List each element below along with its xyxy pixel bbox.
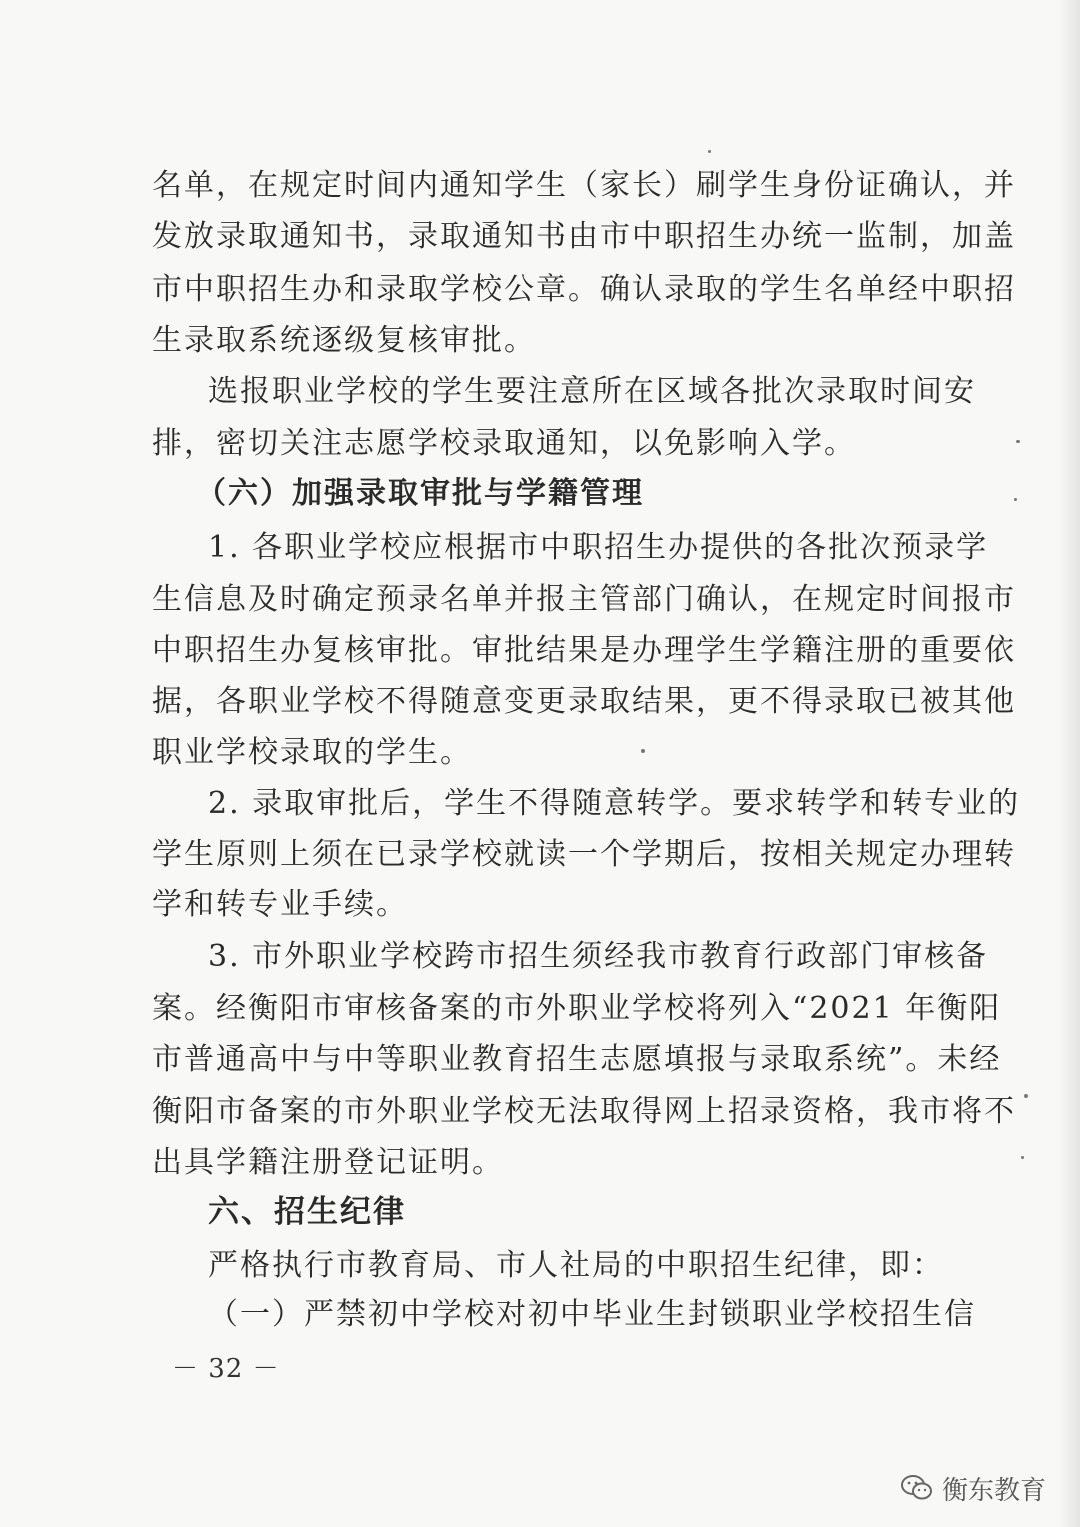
page-edge-shadow — [1058, 0, 1080, 1527]
text-line: 据，各职业学校不得随意变更录取结果，更不得录取已被其他 — [152, 684, 1016, 719]
text-line: 市普通高中与中等职业教育招生志愿填报与录取系统”。未经 — [152, 1042, 1002, 1077]
text-line: 案。经衡阳市审核备案的市外职业学校将列入“2021 年衡阳 — [152, 991, 1002, 1026]
text-line: 职业学校录取的学生。 — [152, 735, 472, 770]
text-line: 衡阳市备案的市外职业学校无法取得网上招录资格，我市将不 — [152, 1094, 1016, 1129]
text-line: 市中职招生办和录取学校公章。确认录取的学生名单经中职招 — [152, 272, 1016, 307]
text-line: 严格执行市教育局、市人社局的中职招生纪律，即： — [208, 1248, 944, 1283]
text-line: 发放录取通知书，录取通知书由市中职招生办统一监制，加盖 — [152, 219, 1016, 254]
watermark — [900, 1468, 1046, 1508]
subsection-heading: （六）加强录取审批与学籍管理 — [196, 476, 644, 511]
scan-speck — [641, 749, 645, 753]
text-line: 中职招生办复核审批。审批结果是办理学生学籍注册的重要依 — [152, 633, 1016, 668]
watermark-text: 衡东教育 — [942, 1475, 1047, 1506]
text-line: 学生原则上须在已录学校就读一个学期后，按相关规定办理转 — [152, 837, 1016, 872]
text-line: 出具学籍注册登记证明。 — [152, 1145, 504, 1180]
text-line: 3. 市外职业学校跨市招生须经我市教育行政部门审核备 — [208, 939, 989, 974]
page-number: － 32 － — [172, 1354, 280, 1384]
text-line: 1. 各职业学校应根据市中职招生办提供的各批次预录学 — [208, 530, 989, 565]
text-line: 生录取系统逐级复核审批。 — [152, 323, 536, 358]
scan-speck — [1016, 440, 1020, 443]
text-line: 名单，在规定时间内通知学生（家长）刷学生身份证确认，并 — [152, 168, 1016, 203]
scan-speck — [1021, 1156, 1024, 1159]
text-line: 学和转专业手续。 — [152, 887, 408, 922]
wechat-icon — [900, 1473, 934, 1503]
text-line: 选报职业学校的学生要注意所在区域各批次录取时间安 — [208, 374, 976, 409]
section-heading: 六、招生纪律 — [208, 1194, 406, 1230]
text-line: 2. 录取审批后，学生不得随意转学。要求转学和转专业的 — [208, 786, 1021, 821]
text-line: （一）严禁初中学校对初中毕业生封锁职业学校招生信 — [208, 1297, 976, 1332]
scan-speck — [1014, 498, 1017, 501]
scan-speck — [1024, 1094, 1028, 1098]
text-line: 排，密切关注志愿学校录取通知，以免影响入学。 — [152, 426, 856, 461]
text-line: 生信息及时确定预录名单并报主管部门确认，在规定时间报市 — [152, 582, 1016, 617]
scan-speck — [708, 150, 711, 153]
